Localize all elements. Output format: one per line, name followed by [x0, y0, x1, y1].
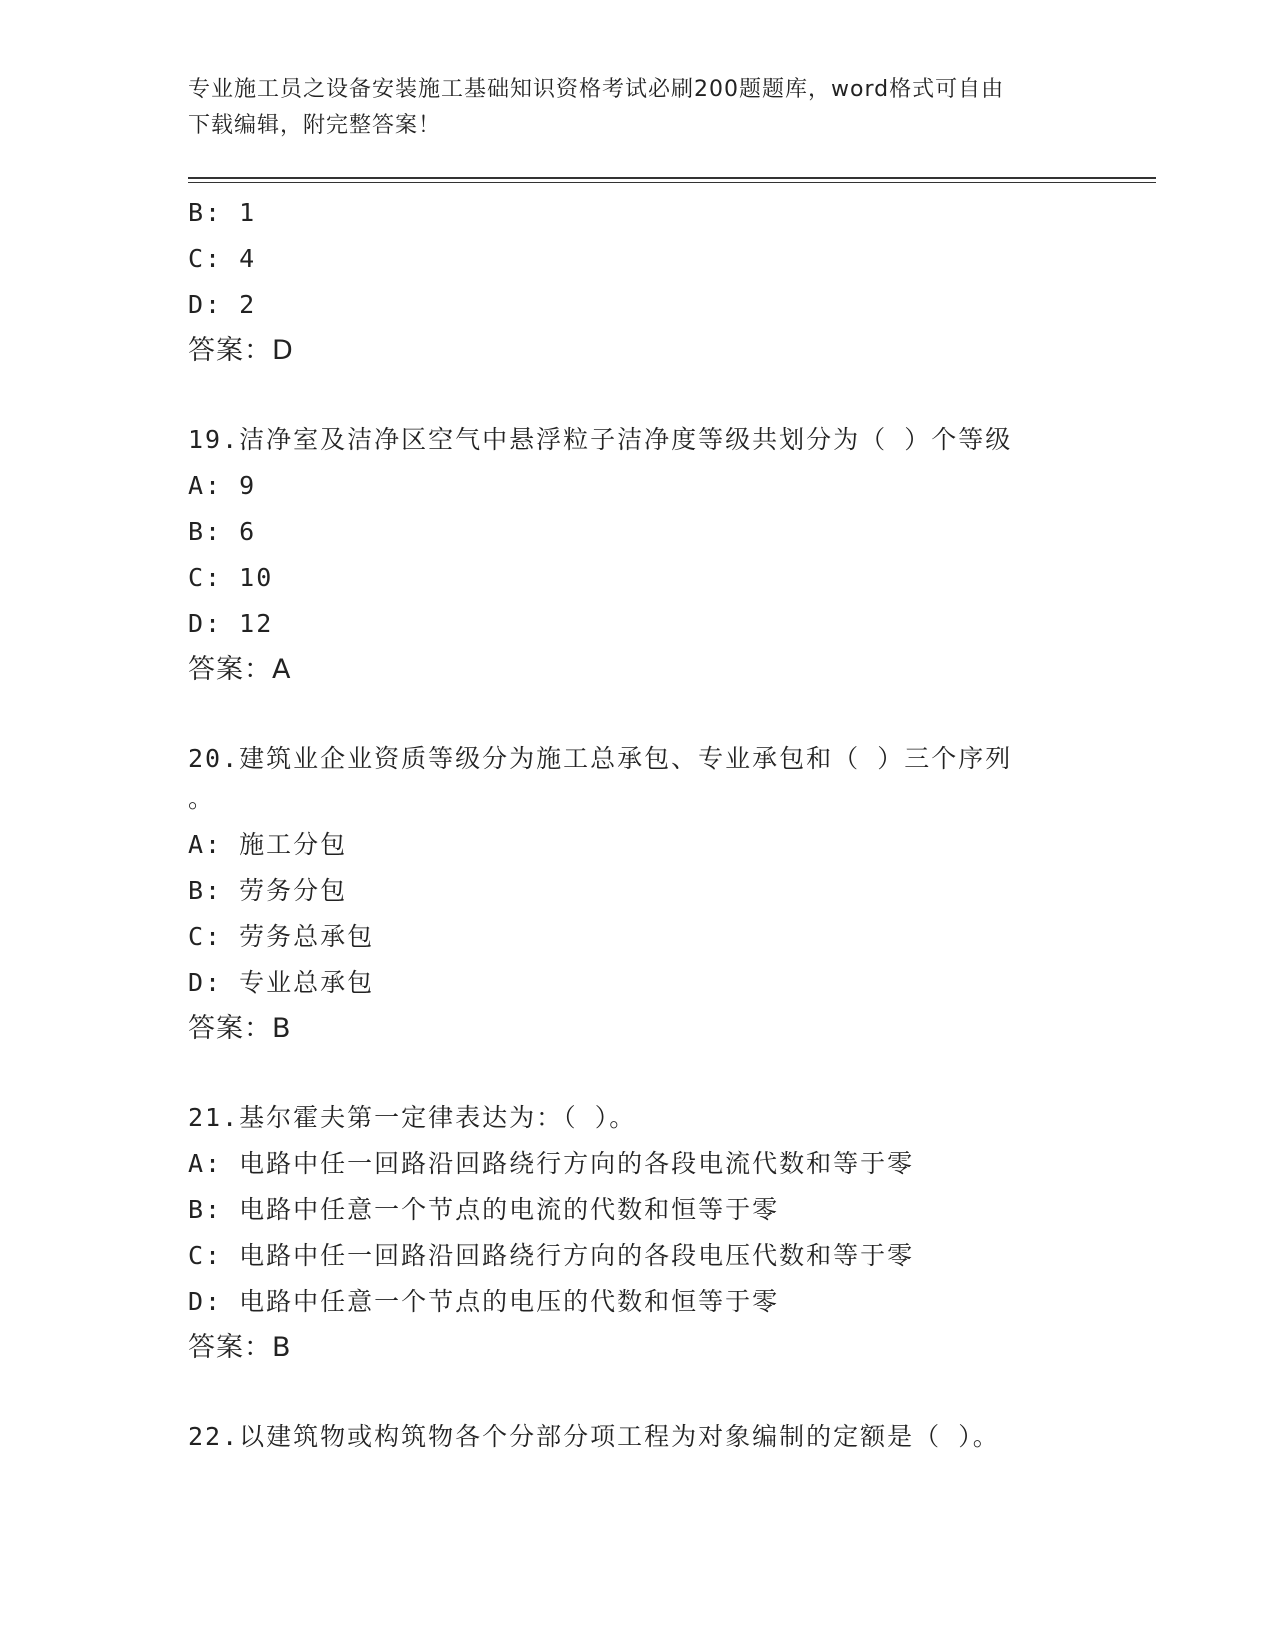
option-b: B: 1 [188, 198, 257, 227]
question-20 [188, 736, 1148, 1052]
answer: 答案：A [188, 654, 292, 685]
option-b: B: 电路中任意一个节点的电流的代数和恒等于零 [188, 1195, 780, 1224]
option-c: C: 10 [188, 563, 274, 592]
question-text: 19.洁净室及洁净区空气中悬浮粒子洁净度等级共划分为（ ）个等级 [188, 425, 1013, 454]
question-22 [188, 1414, 1148, 1460]
question-18 [188, 190, 1148, 374]
option-d: D: 专业总承包 [188, 968, 375, 997]
option-d: D: 12 [188, 609, 274, 638]
answer: 答案：B [188, 1013, 292, 1044]
question-text-continuation: 。 [188, 784, 216, 813]
option-b: B: 劳务分包 [188, 876, 348, 905]
question-21 [188, 1095, 1148, 1371]
option-d: D: 电路中任意一个节点的电压的代数和恒等于零 [188, 1287, 780, 1316]
header-rule-thin [188, 182, 1156, 183]
option-c: C: 劳务总承包 [188, 922, 375, 951]
question-19 [188, 417, 1148, 693]
answer: 答案：D [188, 335, 294, 366]
question-list [188, 190, 1148, 1460]
header-line-2: 下载编辑，附完整答案！ [188, 113, 442, 138]
option-a: A: 电路中任一回路沿回路绕行方向的各段电流代数和等于零 [188, 1149, 915, 1178]
document-header [188, 72, 1068, 144]
option-a: A: 施工分包 [188, 830, 348, 859]
question-text: 22.以建筑物或构筑物各个分部分项工程为对象编制的定额是（ ）。 [188, 1422, 1000, 1451]
question-text: 20.建筑业企业资质等级分为施工总承包、专业承包和（ ）三个序列 [188, 744, 1013, 773]
option-c: C: 电路中任一回路沿回路绕行方向的各段电压代数和等于零 [188, 1241, 915, 1270]
option-d: D: 2 [188, 290, 257, 319]
header-rule-thick [188, 177, 1156, 179]
header-line-1: 专业施工员之设备安装施工基础知识资格考试必刷200题题库，word格式可自由 [188, 77, 1005, 102]
option-c: C: 4 [188, 244, 257, 273]
answer: 答案：B [188, 1332, 292, 1363]
option-a: A: 9 [188, 471, 257, 500]
question-text: 21.基尔霍夫第一定律表达为：（ ）。 [188, 1103, 637, 1132]
option-b: B: 6 [188, 517, 257, 546]
